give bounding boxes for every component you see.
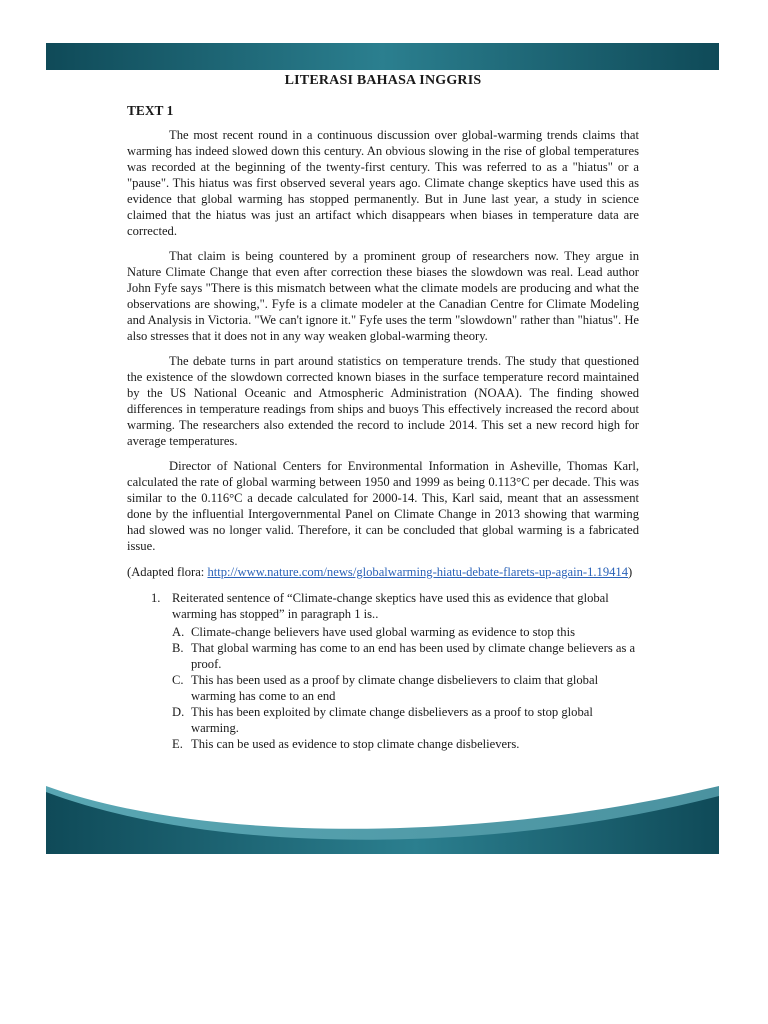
bottom-decorative-wave — [46, 784, 719, 854]
option-b[interactable] — [172, 640, 639, 672]
source-citation — [127, 564, 639, 580]
paragraph-4: Director of National Centers for Environmental Information in Asheville, Thomas Karl, calculated the rate of global warming between 1950 and 1999 as being 0.113°C per decade. This was similar to the 0.116°C a decade calculated for 2000-14. This, Karl said, meant that an assessment done by the influential Intergovernmental Panel on Climate Change in 2013 showing that warming had slowed was no longer valid. Therefore, it can be concluded that global warming is a fabricated issue. — [127, 459, 639, 553]
option-letter: E. — [172, 737, 183, 751]
option-text: This can be used as evidence to stop climate change disbelievers. — [191, 737, 520, 751]
paragraph-1: The most recent round in a continuous discussion over global-warming trends claims that warming has indeed slowed down this century. An obvious slowing in the rise of global temperatures was recorded at the beginning of the twenty-first century. This was referred to as a "hiatus" or a "pause". This hiatus was first observed several years ago. Climate change skeptics have used this as evidence that global warming has stopped permanently. But in June last year, a study in science claimed that the hiatus was just an artifact which disappears when biases in temperature data are corrected. — [127, 128, 639, 238]
option-c[interactable] — [172, 672, 639, 704]
option-text: This has been used as a proof by climate change disbelievers to claim that global warming has come to an end — [191, 673, 599, 703]
option-letter: C. — [172, 673, 184, 687]
source-link[interactable]: http://www.nature.com/news/globalwarming-hiatu-debate-flarets-up-again-1.19414 — [207, 565, 629, 579]
top-decorative-band — [46, 43, 719, 70]
option-letter: B. — [172, 641, 184, 655]
source-prefix: (Adapted flora: — [127, 565, 208, 579]
question-number: 1. — [151, 591, 161, 605]
answer-options — [172, 624, 639, 752]
document-content — [127, 73, 639, 752]
option-text: This has been exploited by climate change disbelievers as a proof to stop global warming. — [191, 705, 593, 735]
document-title: LITERASI BAHASA INGGRIS — [284, 73, 482, 88]
source-suffix: ) — [628, 565, 633, 579]
option-d[interactable] — [172, 704, 639, 736]
option-text: That global warming has come to an end has been used by climate change believers as a proof. — [191, 641, 636, 671]
option-e[interactable] — [172, 736, 639, 752]
option-a[interactable] — [172, 624, 639, 640]
paragraph-3: The debate turns in part around statistics on temperature trends. The study that questioned the existence of the slowdown corrected known biases in the surface temperature record maintained by the US National Oceanic and Atmospheric Administration (NOAA). The finding showed differences in temperature readings from ships and buoys This effectively increased the record about warming. The researchers also extended the record to include 2014. This set a new record high for average temperatures. — [127, 354, 639, 448]
section-heading: TEXT 1 — [127, 103, 174, 118]
paragraph-2: That claim is being countered by a prominent group of researchers now. They argue in Nature Climate Change that even after correction these biases the slowdown was real. Lead author John Fyfe says "There is this mismatch between what the climate models are producing and what the observations are showing,". Fyfe is a climate modeler at the Canadian Centre for Climate Modeling and Analysis in Victoria. "We can't ignore it." Fyfe uses the term "slowdown" rather than "hiatus". He also stresses that it does not in any way weaken global-warming theory. — [127, 249, 640, 343]
option-letter: D. — [172, 705, 185, 719]
document-page — [46, 43, 719, 854]
option-letter: A. — [172, 625, 185, 639]
option-text: Climate-change believers have used global warming as evidence to stop this — [191, 625, 575, 639]
question-text: Reiterated sentence of “Climate-change skeptics have used this as evidence that global warming has stopped” in paragraph 1 is.. — [172, 591, 609, 621]
question-1 — [127, 590, 639, 752]
